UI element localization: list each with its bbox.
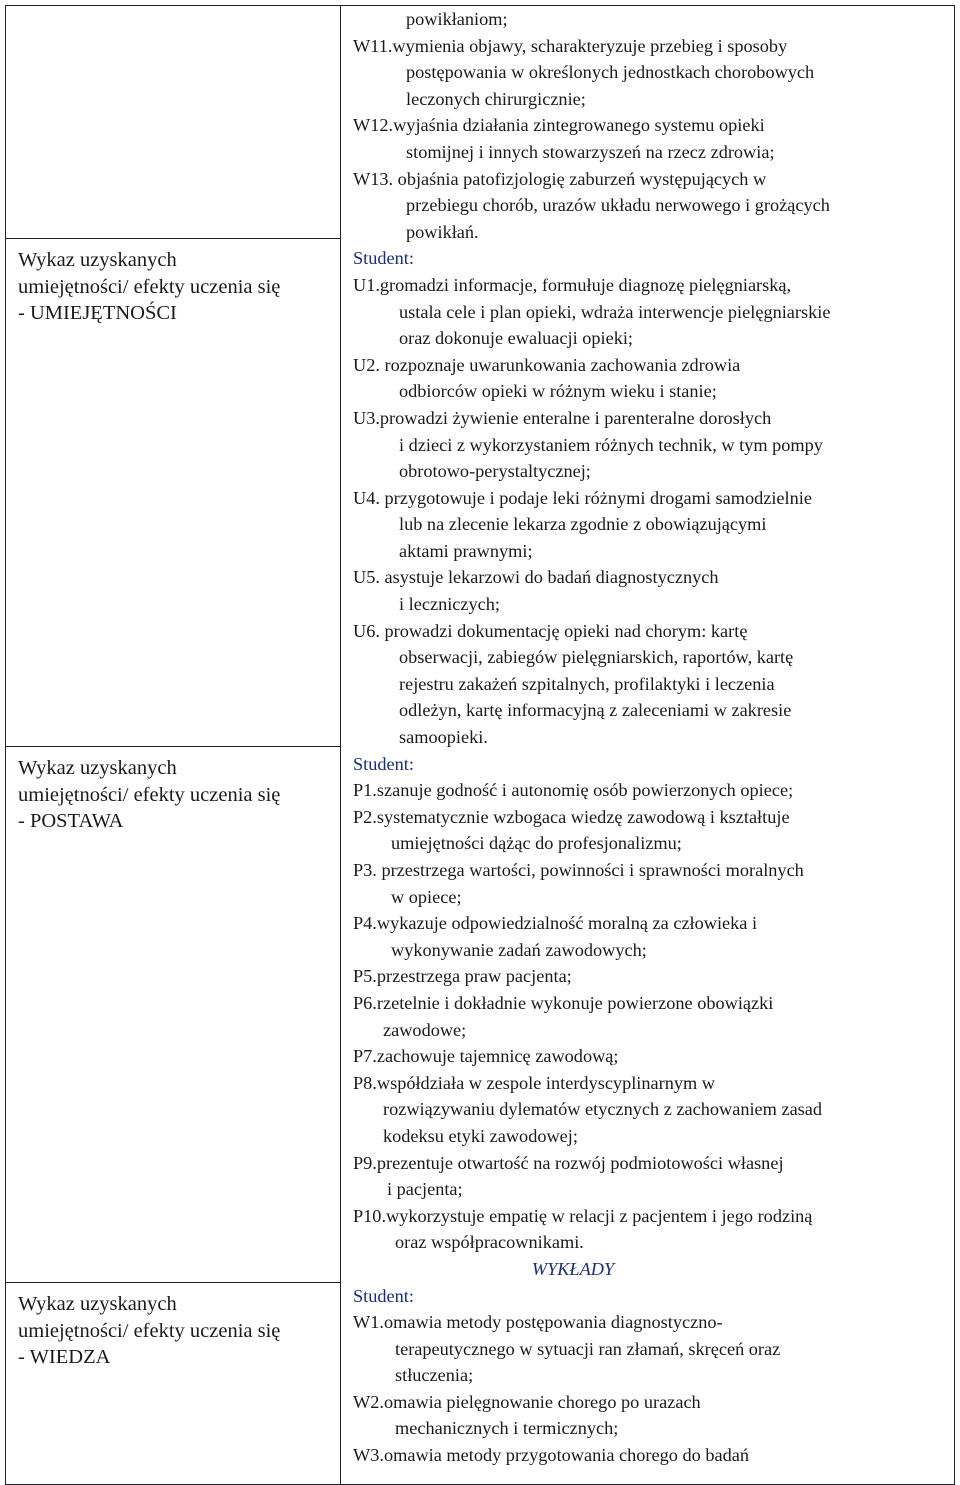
text-line: postępowania w określonych jednostkach chorobowych — [406, 62, 815, 83]
text-line: U6. prowadzi dokumentację opieki nad chorym: kartę — [353, 620, 748, 641]
text-line: kodeksu etyki zawodowej; — [383, 1125, 578, 1146]
column-divider — [340, 5, 341, 1485]
text-line: aktami prawnymi; — [399, 540, 533, 561]
text-line: U4. przygotowuje i podaje leki różnymi drogami samodzielnie — [353, 487, 812, 508]
text-line: rejestru zakażeń szpitalnych, profilaktyki i leczenia — [399, 673, 775, 694]
text-line: rozwiązywaniu dylematów etycznych z zachowaniem zasad — [383, 1099, 823, 1120]
text-line: umiejętności dążąc do profesjonalizmu; — [391, 833, 682, 854]
text-line: stomijnej i innych stowarzyszeń na rzecz zdrowia; — [406, 141, 775, 162]
row-divider — [5, 1282, 341, 1283]
section-heading-wyklady: WYKŁADY — [531, 1258, 615, 1279]
label-line: - WIEDZA — [18, 1346, 111, 1368]
label-line: - POSTAWA — [18, 810, 124, 832]
text-line: W11.wymienia objawy, scharakteryzuje przebieg i sposoby — [353, 35, 788, 56]
text-line: P3. przestrzega wartości, powinności i sprawności moralnych — [353, 860, 804, 880]
text-line: U3.prowadzi żywienie enteralne i parenteralne dorosłych — [353, 407, 772, 428]
text-line: wykonywanie zadań zawodowych; — [391, 939, 647, 960]
text-line: odleżyn, kartę informacyjną z zaleceniami w zakresie — [399, 700, 792, 721]
student-label: Student: — [353, 248, 414, 269]
label-line: umiejętności/ efekty uczenia się — [18, 783, 281, 806]
label-line: Wykaz uzyskanych — [18, 757, 177, 779]
text-line: i dzieci z wykorzystaniem różnych technik, w tym pompy — [399, 434, 823, 455]
text-line: U5. asystuje lekarzowi do badań diagnostycznych — [353, 567, 719, 588]
label-wiedza — [18, 1291, 336, 1371]
text-line: U1.gromadzi informacje, formułuje diagnozę pielęgniarską, — [353, 274, 792, 295]
text-line: W3.omawia metody przygotowania chorego do badań — [353, 1445, 749, 1466]
label-line: umiejętności/ efekty uczenia się — [18, 1319, 281, 1342]
text-line: P9.prezentuje otwartość na rozwój podmiotowości własnej — [353, 1152, 784, 1173]
text-line: P4.wykazuje odpowiedzialność moralną za człowieka i — [353, 913, 758, 934]
text-line: powikłaniom; — [406, 9, 508, 29]
text-line: ustala cele i plan opieki, wdraża interwencje pielęgniarskie — [399, 301, 831, 322]
text-line: terapeutycznego w sytuacji ran złamań, skręceń oraz — [395, 1338, 781, 1359]
text-line: W12.wyjaśnia działania zintegrowanego systemu opieki — [353, 115, 765, 136]
label-umiejetnosci — [18, 247, 336, 327]
text-line: leczonych chirurgicznie; — [406, 88, 586, 109]
text-line: lub na zlecenie lekarza zgodnie z obowiązującymi — [399, 514, 767, 535]
label-line: - UMIEJĘTNOŚCI — [18, 302, 177, 324]
content-column — [353, 6, 953, 1469]
text-line: W13. objaśnia patofizjologię zaburzeń występujących w — [353, 168, 767, 189]
text-line: P8.współdziała w zespole interdyscyplinarnym w — [353, 1072, 715, 1093]
text-line: i pacjenta; — [387, 1179, 463, 1200]
text-line: stłuczenia; — [395, 1365, 474, 1386]
text-line: P6.rzetelnie i dokładnie wykonuje powierzone obowiązki — [353, 992, 774, 1013]
text-line: P1.szanuje godność i autonomię osób powierzonych opiece; — [353, 780, 794, 801]
text-line: oraz dokonuje ewaluacji opieki; — [399, 328, 634, 349]
text-line: P7.zachowuje tajemnicę zawodową; — [353, 1046, 619, 1067]
label-line: umiejętności/ efekty uczenia się — [18, 275, 281, 298]
text-line: odbiorców opieki w różnym wieku i stanie; — [399, 381, 717, 402]
text-line: przebiegu chorób, urazów układu nerwowego i grożących — [406, 195, 830, 216]
label-postawa — [18, 755, 336, 835]
text-line: P10.wykorzystuje empatię w relacji z pacjentem i jego rodziną — [353, 1205, 813, 1226]
text-line: i leczniczych; — [399, 594, 500, 615]
text-line: P2.systematycznie wzbogaca wiedzę zawodową i kształtuje — [353, 806, 790, 827]
row-divider — [5, 746, 341, 747]
label-line: Wykaz uzyskanych — [18, 1293, 177, 1315]
row-divider — [5, 238, 341, 239]
text-line: samoopieki. — [399, 727, 488, 748]
text-line: oraz współpracownikami. — [395, 1232, 584, 1253]
text-line: W2.omawia pielęgnowanie chorego po urazach — [353, 1391, 701, 1412]
label-line: Wykaz uzyskanych — [18, 249, 177, 271]
text-line: W1.omawia metody postępowania diagnostyczno- — [353, 1312, 723, 1333]
text-line: mechanicznych i termicznych; — [395, 1418, 619, 1439]
text-line: obserwacji, zabiegów pielęgniarskich, raportów, kartę — [399, 647, 794, 668]
student-label: Student: — [353, 753, 414, 774]
text-line: zawodowe; — [383, 1019, 467, 1040]
student-label: Student: — [353, 1285, 414, 1306]
text-line: U2. rozpoznaje uwarunkowania zachowania zdrowia — [353, 354, 741, 375]
text-line: obrotowo-perystaltycznej; — [399, 461, 591, 482]
text-line: P5.przestrzega praw pacjenta; — [353, 966, 572, 987]
text-line: w opiece; — [391, 886, 462, 907]
text-line: powikłań. — [406, 221, 479, 242]
